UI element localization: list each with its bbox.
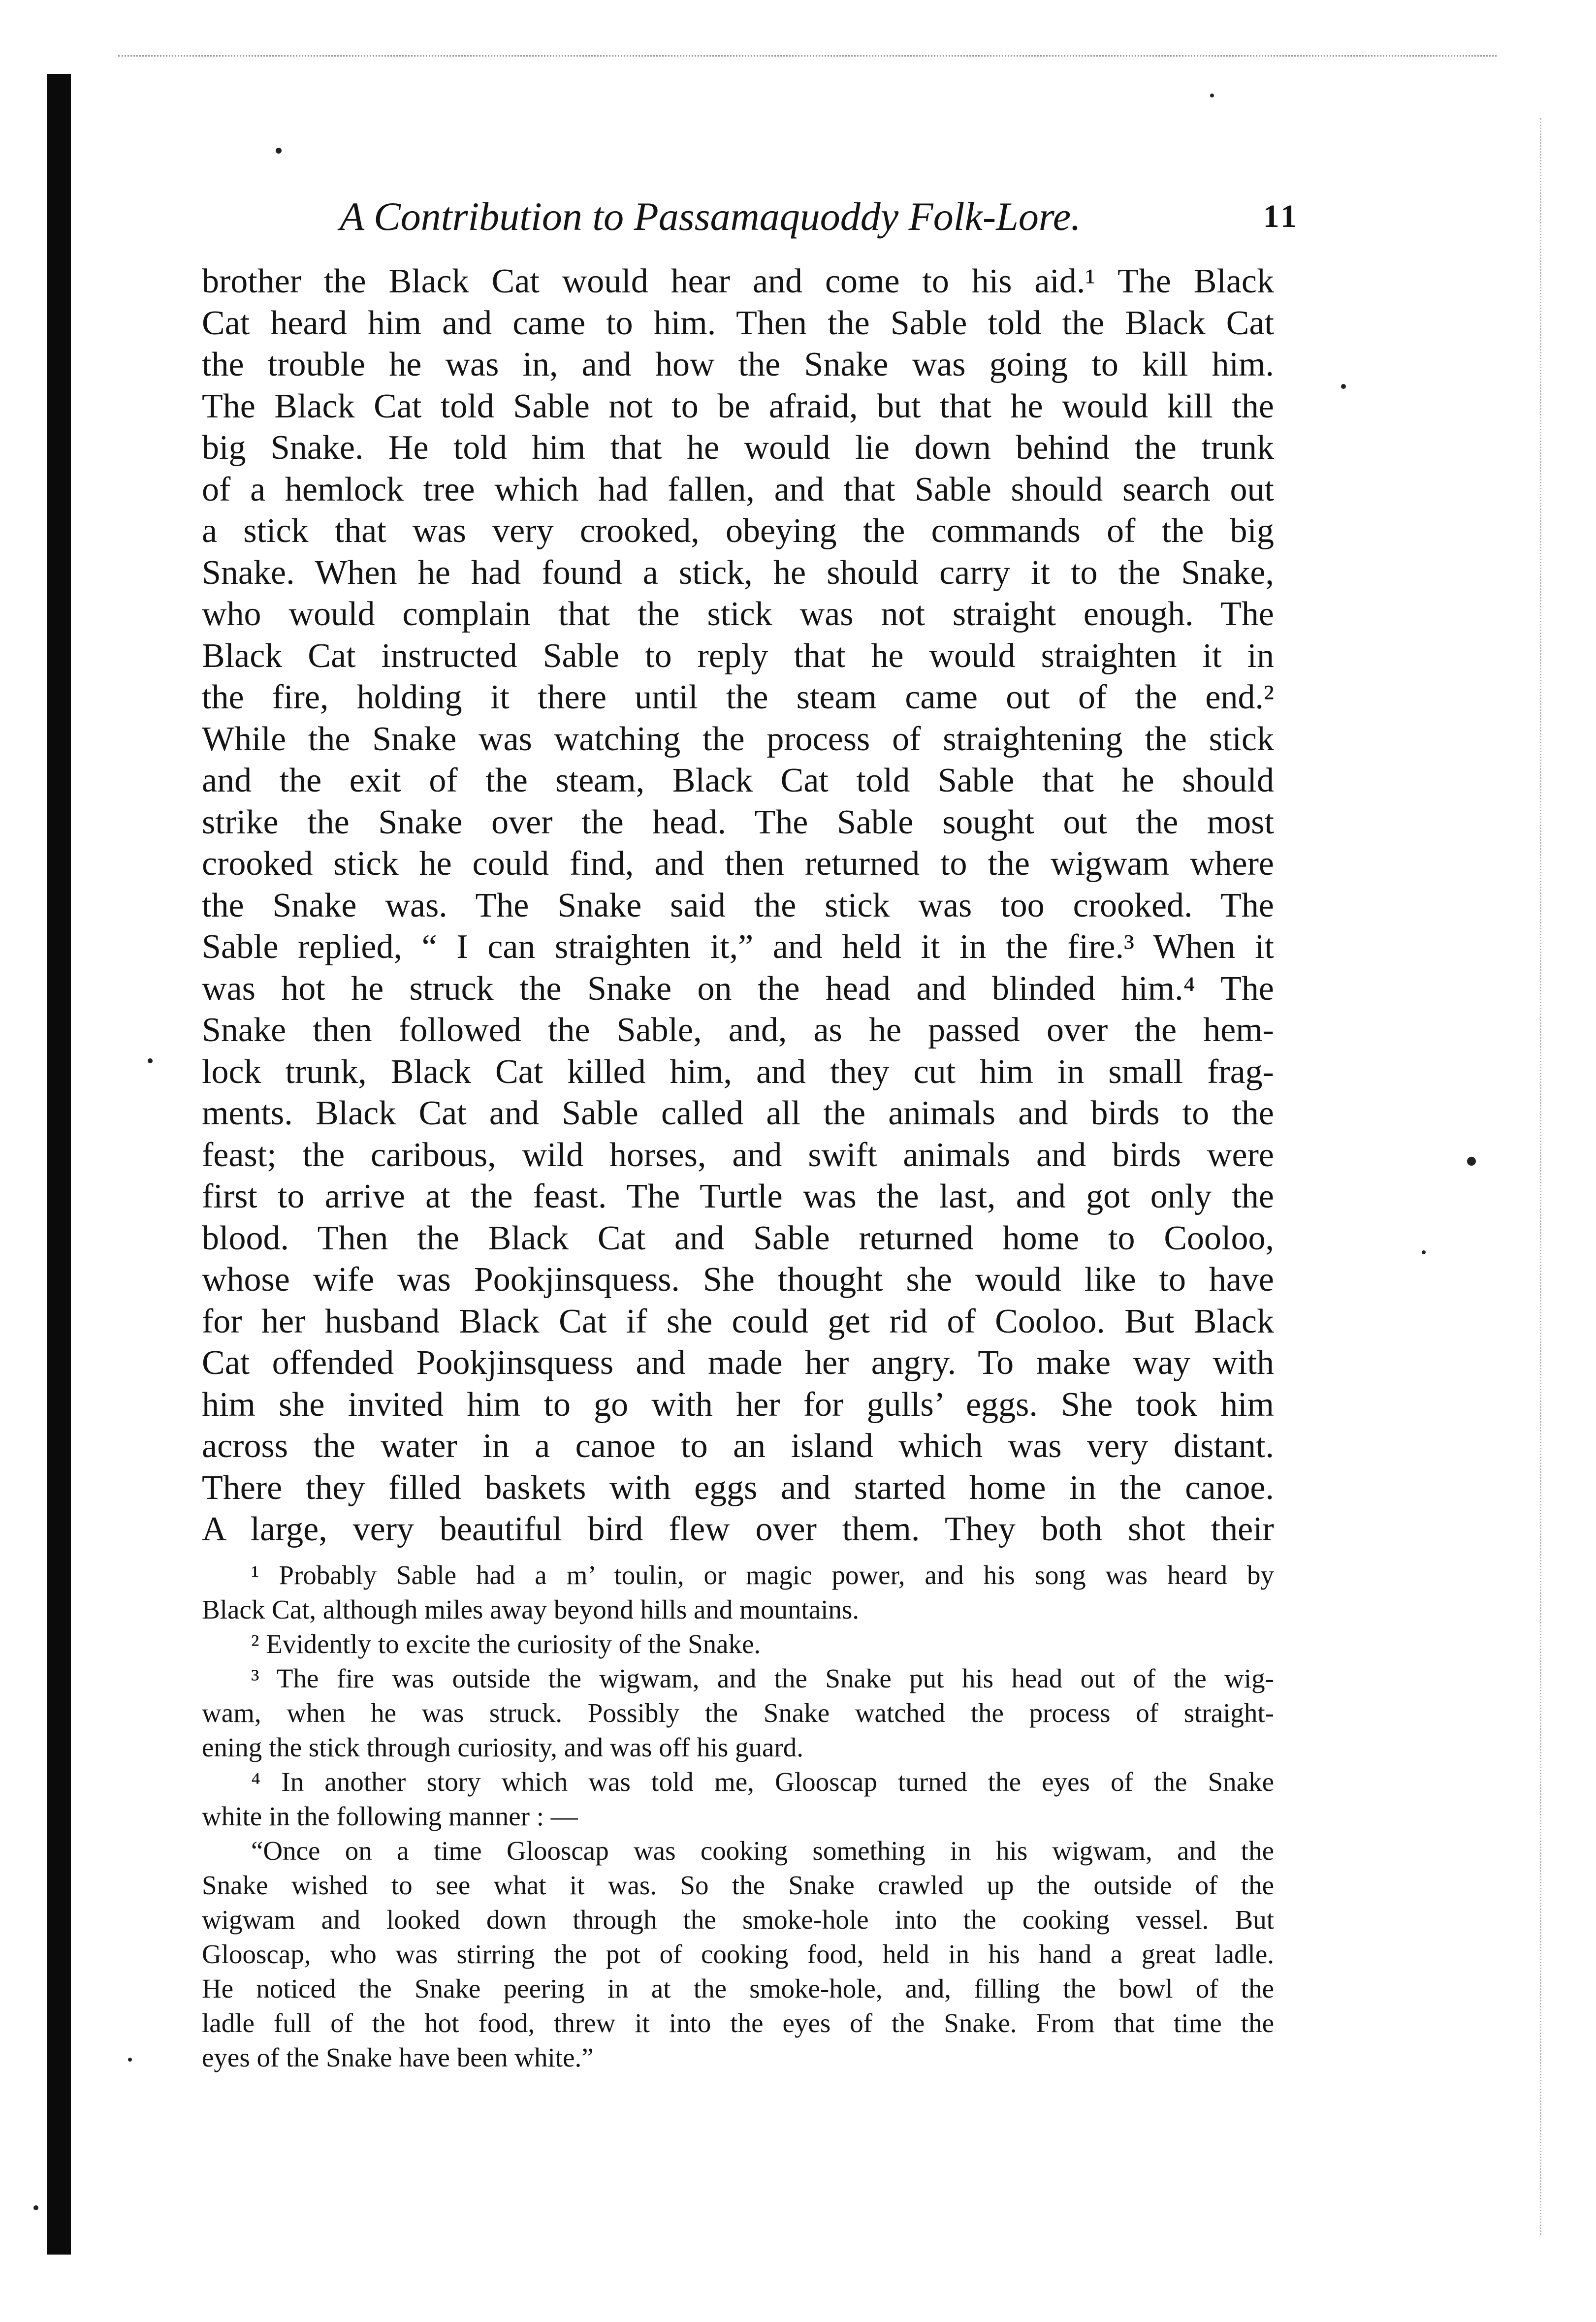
text-line: the Snake was. The Snake said the stick was too crooked. The <box>202 886 1274 924</box>
footnotes <box>202 1558 1274 2075</box>
footnote-line: eyes of the Snake have been white.” <box>202 2042 594 2072</box>
text-line: a stick that was very crooked, obeying the commands of the big <box>202 512 1274 550</box>
text-line: first to arrive at the feast. The Turtle was the last, and got only the <box>202 1177 1274 1215</box>
text-line: There they filled baskets with eggs and started home in the canoe. <box>202 1468 1274 1507</box>
footnote-line: white in the following manner : — <box>202 1801 578 1831</box>
text-line: big Snake. He told him that he would lie down behind the trunk <box>202 429 1274 467</box>
text-line: Snake then followed the Sable, and, as he passed over the hem- <box>202 1011 1274 1049</box>
text-line: feast; the caribous, wild horses, and swift animals and birds were <box>202 1136 1274 1174</box>
footnote-line: ¹ Probably Sable had a m’ toulin, or magic power, and his song was heard by <box>251 1560 1274 1590</box>
footnote-line: ⁴ In another story which was told me, Glooscap turned the eyes of the Snake <box>251 1767 1274 1797</box>
footnote-line: wam, when he was struck. Possibly the Snake watched the process of straight- <box>202 1698 1274 1728</box>
scan-speck <box>276 148 282 154</box>
text-line: ments. Black Cat and Sable called all the animals and birds to the <box>202 1094 1274 1132</box>
text-line: A large, very beautiful bird flew over them. They both shot their <box>202 1510 1274 1548</box>
footnote-line: ² Evidently to excite the curiosity of the Snake. <box>251 1629 761 1659</box>
footnote-line: ening the stick through curiosity, and was off his guard. <box>202 1732 804 1762</box>
footnote-line: ladle full of the hot food, threw it into the eyes of the Snake. From that time the <box>202 2008 1274 2038</box>
text-line: of a hemlock tree which had fallen, and that Sable should search out <box>202 470 1274 509</box>
page-number: 11 <box>1263 198 1300 234</box>
running-head <box>202 187 1300 246</box>
text-line: lock trunk, Black Cat killed him, and they cut him in small frag- <box>202 1052 1274 1091</box>
text-line: Snake. When he had found a stick, he should carry it to the Snake, <box>202 553 1274 592</box>
scan-speck <box>33 2205 38 2210</box>
text-line: the trouble he was in, and how the Snake was going to kill him. <box>202 346 1274 383</box>
footnote-line: He noticed the Snake peering in at the smoke-hole, and, filling the bowl of the <box>202 1973 1274 2004</box>
scan-speck <box>1467 1157 1476 1166</box>
scan-speck <box>1210 94 1214 97</box>
text-line: Cat heard him and came to him. Then the Sable told the Black Cat <box>202 304 1274 342</box>
text-line: who would complain that the stick was not straight enough. The <box>202 595 1274 633</box>
scan-speck <box>1341 384 1346 389</box>
main-text-column <box>202 261 1274 1551</box>
text-line: brother the Black Cat would hear and come to his aid.¹ The Black <box>202 262 1274 300</box>
scan-right-edge <box>1540 118 1541 2235</box>
running-title: A Contribution to Passamaquoddy Folk-Lore. <box>340 194 1081 239</box>
footnote-line: Glooscap, who was stirring the pot of cooking food, held in his hand a great ladle. <box>202 1939 1274 1969</box>
text-line: him she invited him to go with her for gulls’ eggs. She took him <box>202 1385 1274 1424</box>
text-line: for her husband Black Cat if she could get rid of Cooloo. But Black <box>202 1302 1274 1340</box>
text-line: was hot he struck the Snake on the head and blinded him.⁴ The <box>202 969 1274 1008</box>
text-line: strike the Snake over the head. The Sable sought out the most <box>202 803 1274 841</box>
text-line: crooked stick he could find, and then returned to the wigwam where <box>202 845 1274 883</box>
text-line: blood. Then the Black Cat and Sable returned home to Cooloo, <box>202 1219 1274 1257</box>
text-line: across the water in a canoe to an island which was very distant. <box>202 1427 1274 1465</box>
text-line: Cat offended Pookjinsquess and made her angry. To make way with <box>202 1344 1274 1382</box>
footnote-line: ³ The fire was outside the wigwam, and the Snake put his head out of the wig- <box>251 1663 1274 1693</box>
binding-shadow <box>47 74 71 2255</box>
scan-speck <box>1422 1250 1426 1254</box>
text-line: Sable replied, “ I can straighten it,” and held it in the fire.³ When it <box>202 928 1274 966</box>
footnote-line: wigwam and looked down through the smoke-hole into the cooking vessel. But <box>202 1905 1274 1935</box>
scan-speck <box>148 1058 153 1063</box>
text-line: While the Snake was watching the process of straightening the stick <box>202 720 1274 758</box>
text-line: the fire, holding it there until the steam came out of the end.² <box>202 678 1274 716</box>
text-line: The Black Cat told Sable not to be afraid, but that he would kill the <box>202 387 1274 425</box>
footnote-line: Snake wished to see what it was. So the Snake crawled up the outside of the <box>202 1870 1274 1900</box>
text-line: and the exit of the steam, Black Cat told Sable that he should <box>202 762 1274 799</box>
scan-top-edge <box>118 55 1497 57</box>
scan-speck <box>128 2058 132 2062</box>
footnote-line: Black Cat, although miles away beyond hills and mountains. <box>202 1594 860 1624</box>
text-line: Black Cat instructed Sable to reply that he would straighten it in <box>202 636 1274 675</box>
footnote-line: “Once on a time Glooscap was cooking something in his wigwam, and the <box>251 1836 1274 1866</box>
text-line: whose wife was Pookjinsquess. She thought she would like to have <box>202 1261 1274 1299</box>
